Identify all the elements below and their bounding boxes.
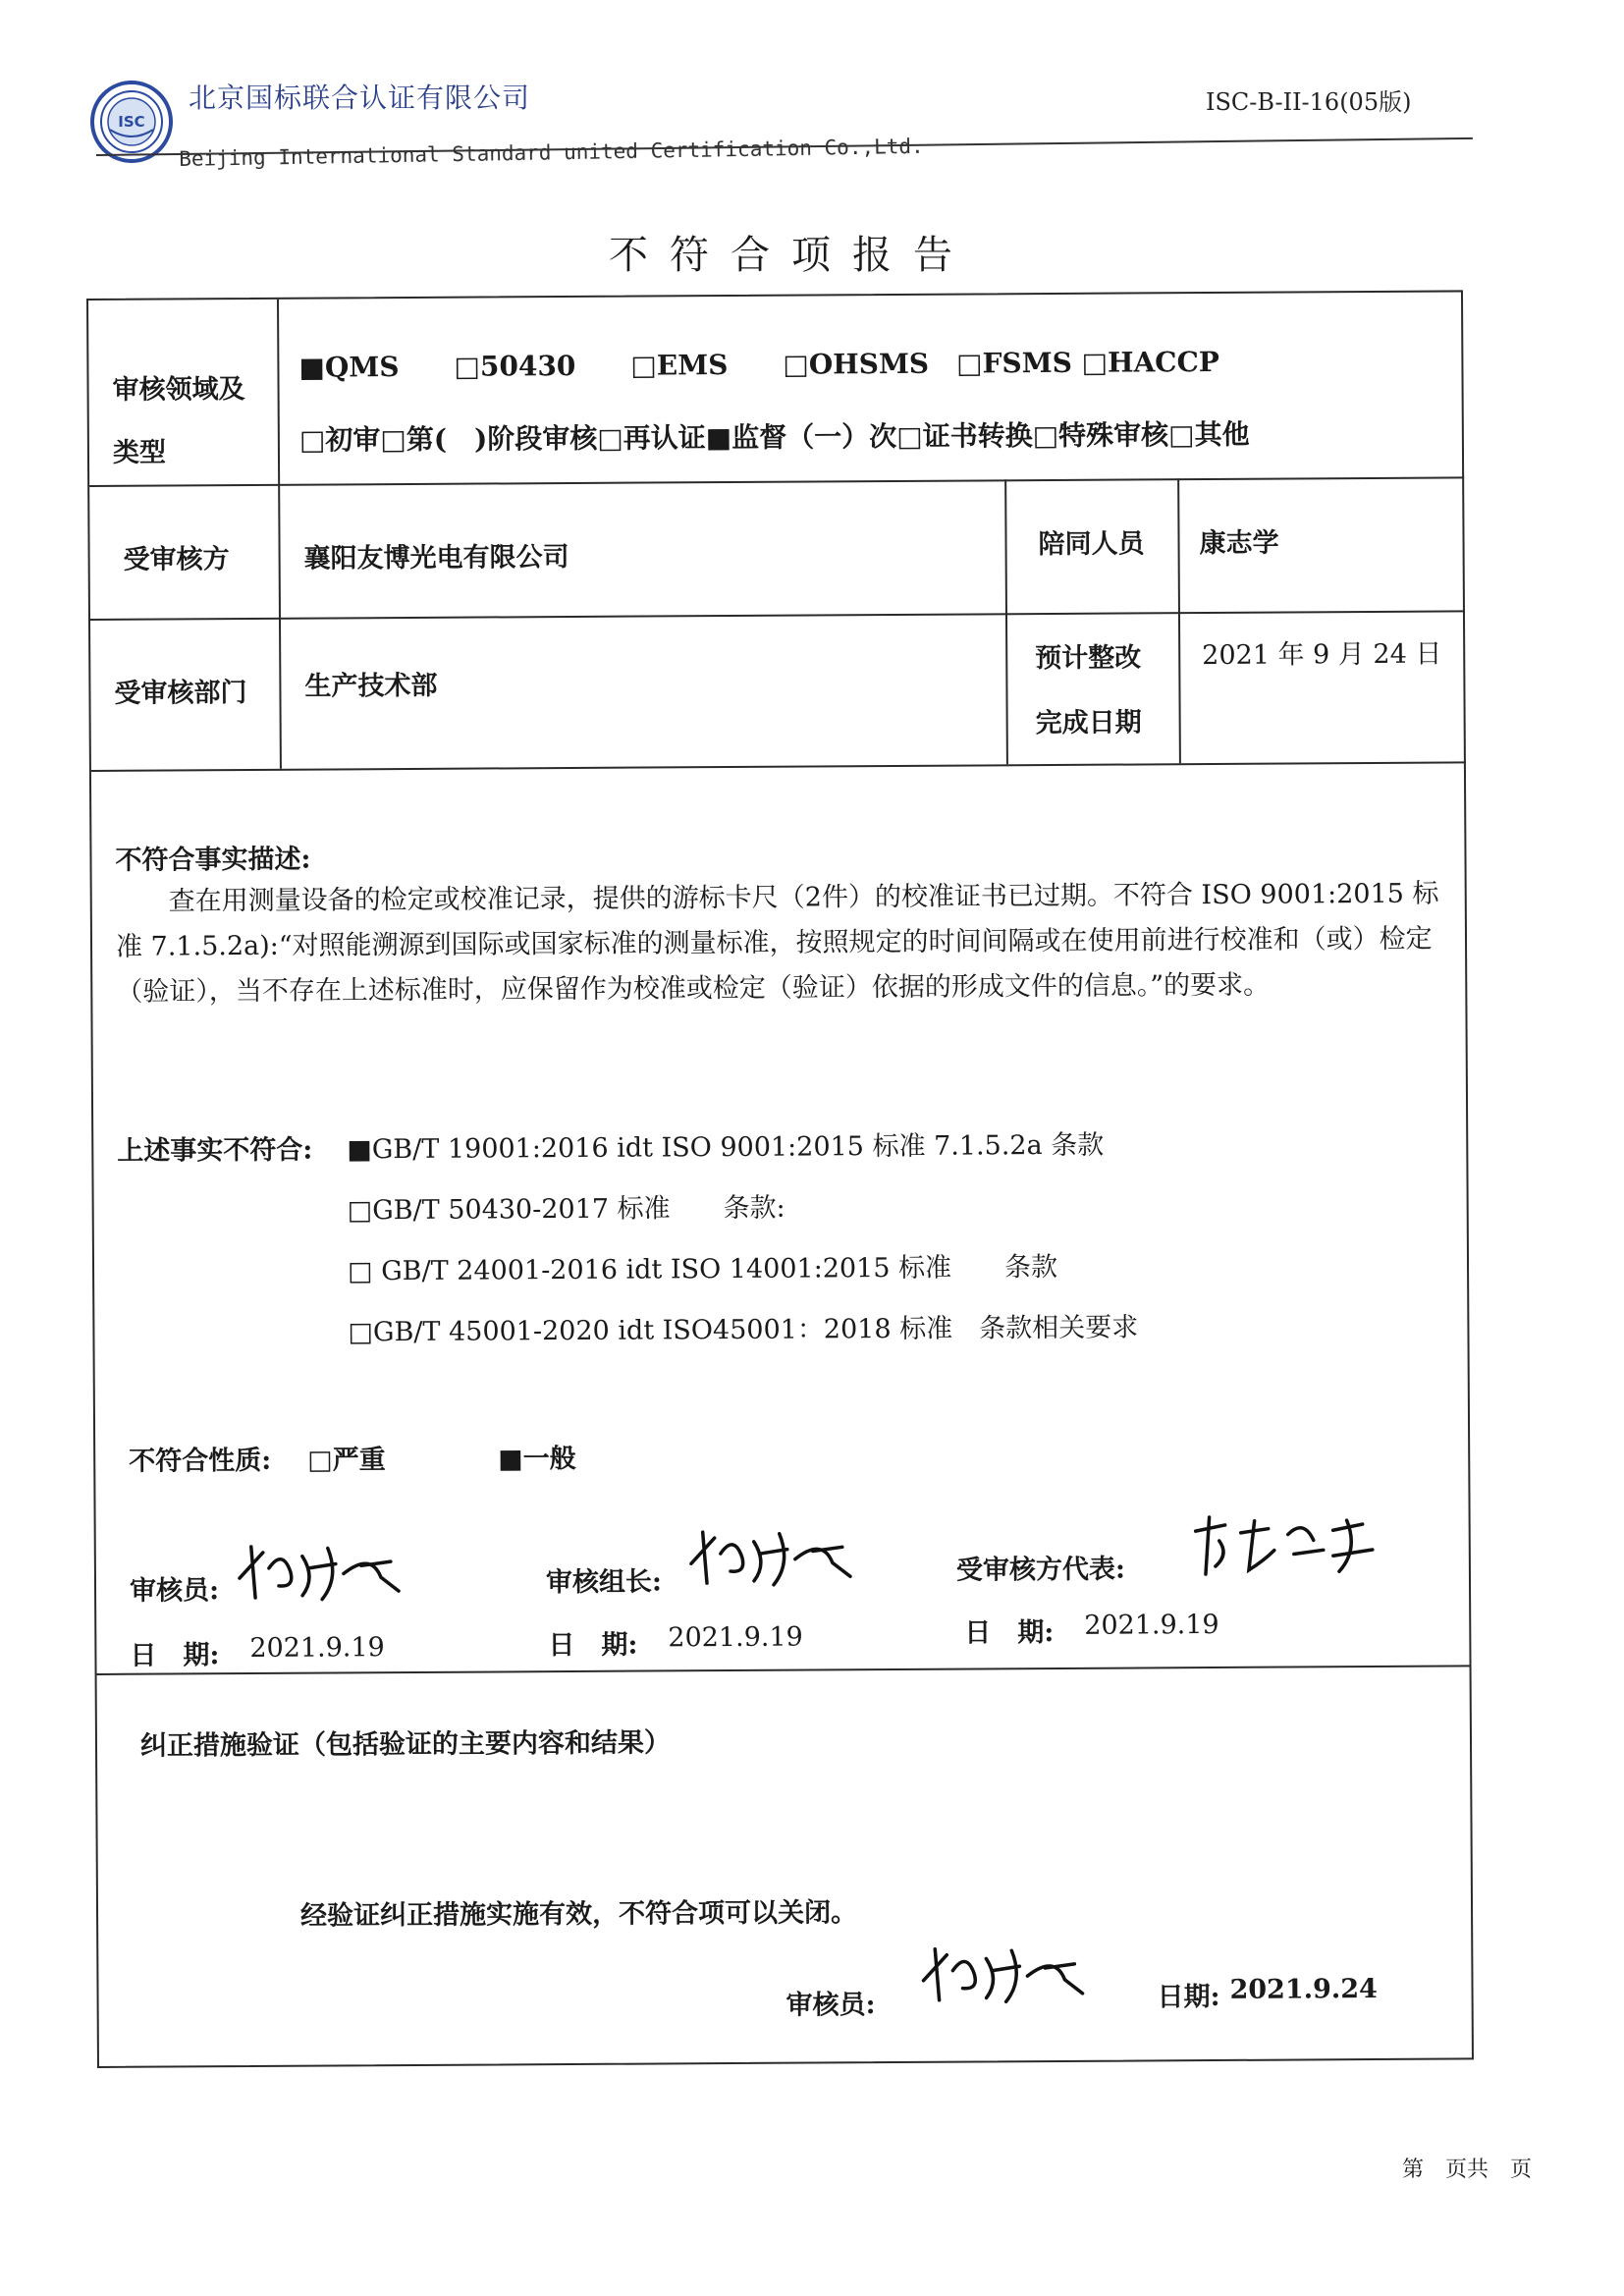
rep-date: 2021.9.19 bbox=[1084, 1609, 1219, 1641]
auditor-date-label: 日 期: bbox=[130, 1640, 220, 1671]
company-name-cn: 北京国标联合认证有限公司 bbox=[189, 82, 531, 114]
rep-date-label: 日 期: bbox=[964, 1617, 1055, 1649]
nature-label: 不符合性质: bbox=[129, 1445, 272, 1477]
due-date-label-line2: 完成日期 bbox=[1035, 707, 1142, 739]
due-date-label-line1: 预计整改 bbox=[1035, 642, 1142, 675]
clauses-label: 上述事实不符合: bbox=[117, 1134, 313, 1167]
facts-label: 不符合事实描述: bbox=[115, 844, 311, 876]
auditor-label: 审核员: bbox=[129, 1575, 220, 1607]
document-number: ISC-B-II-16(05版) bbox=[1206, 88, 1412, 116]
col-divider bbox=[277, 300, 282, 769]
rep-label: 受审核方代表: bbox=[955, 1554, 1125, 1586]
companion-label: 陪同人员 bbox=[1038, 528, 1145, 561]
dept-value: 生产技术部 bbox=[304, 670, 438, 702]
audit-type-line: □初审□第( )阶段审核□再认证■监督（一）次□证书转换□特殊审核□其他 bbox=[298, 417, 1250, 457]
verification-date-label: 日期: bbox=[1157, 1981, 1220, 2013]
clause-item: □GB/T 50430-2017 标准 条款: bbox=[347, 1192, 785, 1227]
report-title: 不符合项报告 bbox=[609, 233, 974, 278]
col-divider bbox=[1177, 478, 1181, 763]
row-divider bbox=[97, 1665, 1472, 1675]
col-divider bbox=[1004, 479, 1008, 764]
clause-item: □ GB/T 24001-2016 idt ISO 14001:2015 标准 条款 bbox=[347, 1251, 1058, 1287]
audit-type-label: 审核领域及类型 bbox=[112, 374, 245, 468]
verification-text: 经验证纠正措施实施有效，不符合项可以关闭。 bbox=[299, 1897, 858, 1932]
clause-item: ■GB/T 19001:2016 idt ISO 9001:2015 标准 7.1.5.2a 条款 bbox=[347, 1129, 1105, 1166]
leader-date-label: 日 期: bbox=[548, 1629, 638, 1662]
audit-fields-line: ■QMS □50430 □EMS □OHSMS □FSMS □HACCP bbox=[298, 345, 1219, 384]
svg-text:ISC: ISC bbox=[118, 113, 145, 131]
nonconformity-form bbox=[86, 290, 1474, 2068]
auditor-date: 2021.9.19 bbox=[249, 1632, 385, 1665]
facts-paragraph: 查在用测量设备的检定或校准记录，提供的游标卡尺（2件）的校准证书已过期。不符合 ISO 9001:2015 标准 7.1.5.2a):“对照能溯源到国际或国家标准的测量标准，按照规定的时间间隔或在使用前进行校准和（或）检定（验证），当不存在上述标准时，应保留作为校准或检定（验证）依据的形成文件的信息。”的要求。 bbox=[115, 878, 1439, 1008]
clause-item: □GB/T 45001-2020 idt ISO45001：2018 标准 条款相关要求 bbox=[348, 1312, 1139, 1348]
isc-logo bbox=[90, 81, 173, 163]
nature-general: ■一般 bbox=[498, 1443, 576, 1475]
nature-severe: □严重 bbox=[307, 1445, 386, 1476]
companion-value: 康志学 bbox=[1199, 527, 1279, 560]
verification-date: 2021.9.24 bbox=[1229, 1974, 1378, 2005]
row-divider bbox=[89, 476, 1464, 487]
page-number: 第 页共 页 bbox=[1402, 2158, 1533, 2182]
dept-label: 受审核部门 bbox=[114, 678, 247, 709]
verification-auditor-signature bbox=[917, 1941, 1094, 2010]
auditee-value: 襄阳友博光电有限公司 bbox=[303, 542, 569, 574]
leader-date: 2021.9.19 bbox=[668, 1621, 803, 1654]
due-date-value: 2021 年 9 月 24 日 bbox=[1202, 638, 1442, 672]
verification-label: 纠正措施验证（包括验证的主要内容和结果） bbox=[139, 1727, 672, 1762]
company-name-en: Beijing International Standard united Certification Co.,Ltd. bbox=[179, 134, 924, 171]
auditee-label: 受审核方 bbox=[123, 544, 230, 575]
row-divider bbox=[91, 761, 1466, 772]
verification-auditor-label: 审核员: bbox=[785, 1990, 876, 2021]
auditor-signature bbox=[234, 1538, 410, 1608]
leader-label: 审核组长: bbox=[545, 1566, 663, 1599]
leader-signature bbox=[685, 1523, 862, 1593]
row-divider bbox=[90, 610, 1465, 621]
rep-signature bbox=[1186, 1510, 1382, 1580]
